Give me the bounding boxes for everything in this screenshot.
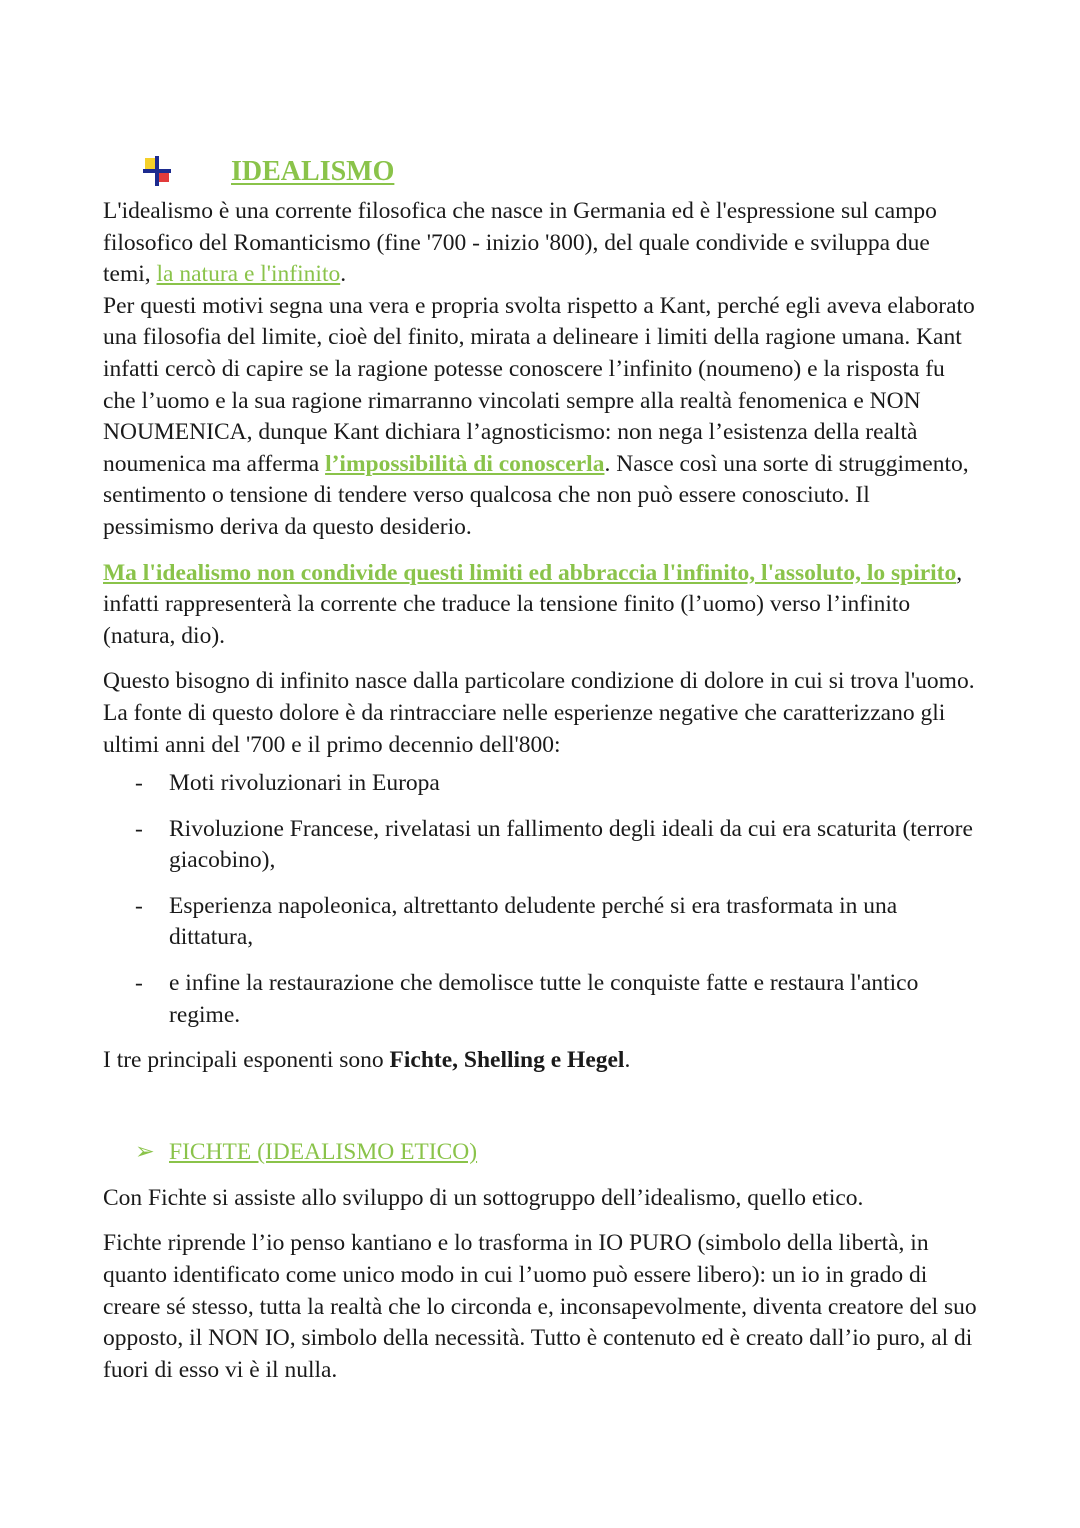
paragraph-io-puro: Fichte riprende l’io penso kantiano e lo trasforma in IO PURO (simbolo della libertà, in quanto identificato come unico modo in cui l’uomo può essere libero): un io in grado di creare sé stesso, tutta la realtà che lo circonda e, inconsapevolmente, diventa creatore del suo opposto, il NON IO, simbolo della necessità. Tutto è contenuto ed è creato dall’io puro, al di fuori di esso vi è il nulla. [103, 1230, 977, 1383]
paragraph-esponenti [103, 1045, 983, 1077]
kant-text-end: . Nasce così una sorte di struggimento, sentimento o tensione di tendere verso qualcosa che non può essere conosciuto. Il pessimismo deriva da questo desiderio. [103, 450, 969, 540]
list-item [103, 968, 983, 1031]
paragraph-fichte-intro: Con Fichte si assiste allo sviluppo di un sottogruppo dell’idealismo, quello etico. [103, 1184, 864, 1211]
esponenti-names: Fichte, Shelling e Hegel [389, 1047, 625, 1074]
esponenti-text: I tre principali esponenti sono [103, 1047, 390, 1074]
cross-bullet-icon [141, 156, 173, 186]
list-item [103, 814, 983, 877]
list-item-text: e infine la restaurazione che demolisce tutte le conquiste fatte e restaura l'antico regime. [169, 970, 919, 1028]
list-item [103, 891, 983, 954]
paragraph-idealismo-limiti [103, 558, 983, 653]
section-title-fichte: FICHTE (IDEALISMO ETICO) [169, 1138, 478, 1165]
list-item-text: Rivoluzione Francese, rivelatasi un fallimento degli ideali da cui era scaturita (terrore giacobino), [169, 815, 973, 874]
highlight-impossibilita: l’impossibilità di conoscerla [325, 450, 605, 477]
heading-row [103, 156, 983, 192]
document-body [103, 156, 983, 1386]
list-item-text: Esperienza napoleonica, altrettanto deludente perché si era trasformata in una dittatura, [169, 892, 898, 951]
paragraph-intro [103, 196, 983, 291]
events-list [103, 768, 983, 1031]
list-item [103, 768, 983, 800]
subheading-row [103, 1137, 983, 1169]
esponenti-end: . [624, 1047, 631, 1074]
dash-bullet: - [135, 770, 143, 797]
highlight-idealismo: Ma l'idealismo non condivide questi limiti ed abbraccia l'infinito, l'assoluto, lo spirito [103, 559, 957, 586]
kant-text: Per questi motivi segna una vera e propria svolta rispetto a Kant, perché egli aveva elaborato una filosofia del limite, cioè del finito, mirata a delineare i limiti della ragione umana. Kant infatti cercò di capire se la ragione potesse conoscere l’infinito (noumeno) e la risposta fu che l’uomo e la sua ragione rimarranno vincolati sempre alla realtà fenomenica e NON NOUMENICA, dunque Kant dichiara l’agnosticismo: non nega l’esistenza della realtà noumenica ma afferma [103, 292, 975, 477]
intro-text: L'idealismo è una corrente filosofica che nasce in Germania ed è l'espressione sul campo filosofico del Romanticismo (fine '700 - inizio '800), del quale condivide e sviluppa due temi, [103, 198, 937, 288]
highlight-natura: la natura e l'infinito [156, 261, 341, 288]
dash-bullet: - [135, 892, 143, 919]
dash-bullet: - [135, 970, 143, 997]
page-title: IDEALISMO [231, 156, 395, 187]
dash-bullet: - [135, 815, 143, 842]
intro-end: . [340, 261, 347, 288]
list-item-text: Moti rivoluzionari in Europa [169, 770, 440, 797]
paragraph-dolore: Questo bisogno di infinito nasce dalla particolare condizione di dolore in cui si trova l'uomo. La fonte di questo dolore è da rintracciare nelle esperienze negative che caratterizzano gli ultimi anni del '700 e il primo decennio dell'800: [103, 668, 975, 758]
arrow-bullet-icon: ➢ [135, 1138, 155, 1165]
paragraph-kant [103, 291, 983, 544]
idealismo-text: , infatti rappresenterà la corrente che traduce la tensione finito (l’uomo) verso l’infinito (natura, dio). [103, 559, 963, 649]
